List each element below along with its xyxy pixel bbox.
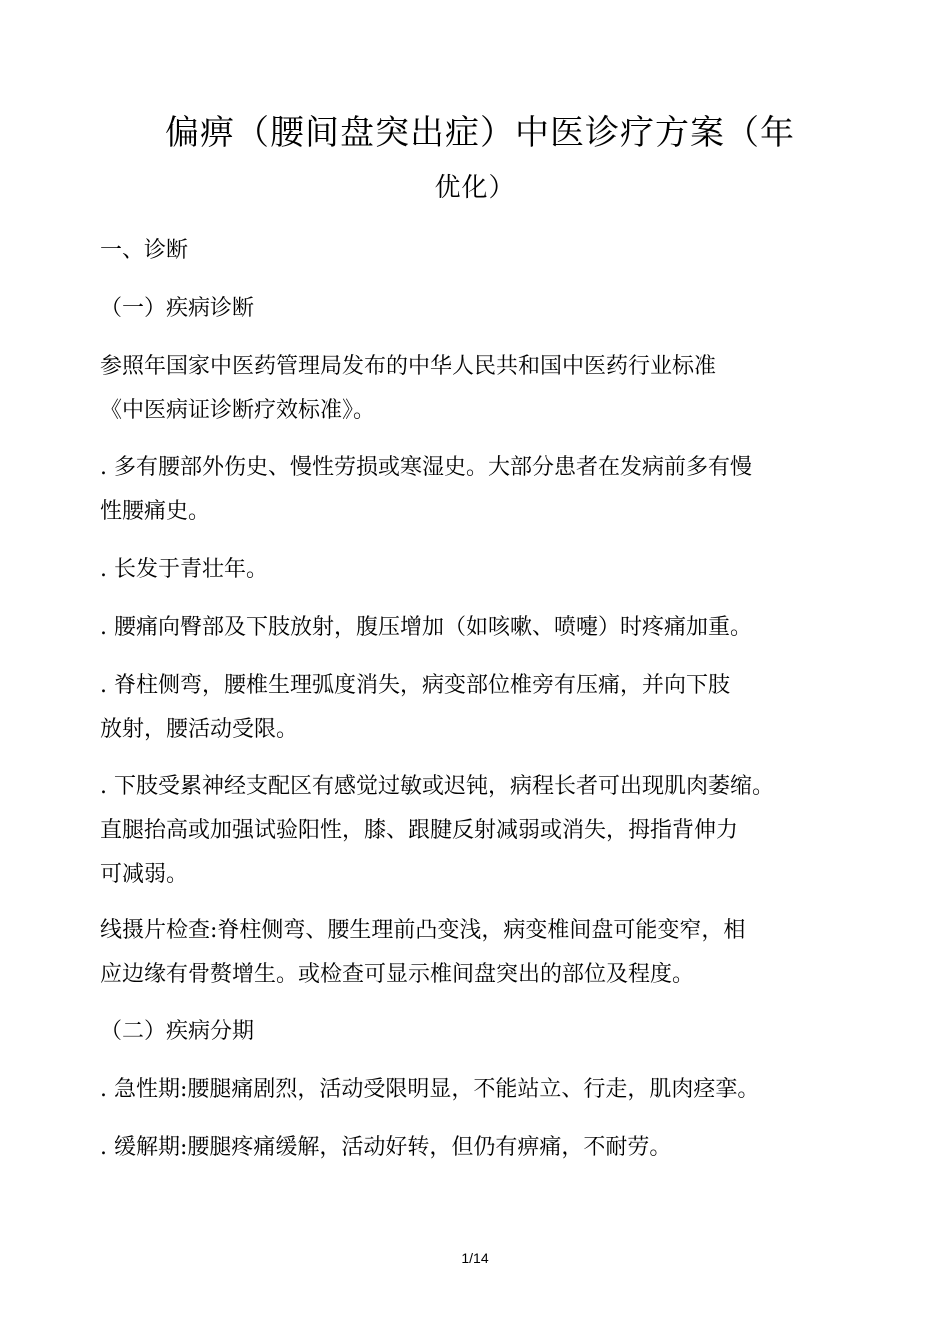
criteria-item-1-line-2: 性腰痛史。 <box>100 499 211 524</box>
reference-line-2: 《中医病证诊断疗效标准》。 <box>100 398 376 423</box>
criteria-item-5-line-3: 可减弱。 <box>100 862 189 887</box>
criteria-item-5-line-2: 直腿抬高或加强试验阳性，膝、跟腱反射减弱或消失，拇指背伸力 <box>100 818 739 843</box>
criteria-item-4 <box>100 664 840 752</box>
stage-acute <box>100 1068 840 1112</box>
criteria-item-5 <box>100 765 840 897</box>
xray-paragraph <box>100 909 840 997</box>
stage-remission <box>100 1126 840 1170</box>
reference-paragraph <box>100 345 840 433</box>
reference-line-1: 参照年国家中医药管理局发布的中华人民共和国中医药行业标准 <box>100 354 717 379</box>
xray-line-2: 应边缘有骨赘增生。或检查可显示椎间盘突出的部位及程度。 <box>100 962 695 987</box>
xray-line-1: 线摄片检查:脊柱侧弯、腰生理前凸变浅，病变椎间盘可能变窄，相 <box>100 918 746 943</box>
criteria-item-3 <box>100 606 840 650</box>
criteria-item-1-line-1: . 多有腰部外伤史、慢性劳损或寒湿史。大部分患者在发病前多有慢 <box>100 455 752 480</box>
criteria-item-2 <box>100 548 840 592</box>
criteria-item-5-line-1: . 下肢受累神经支配区有感觉过敏或迟钝，病程长者可出现肌肉萎缩。 <box>100 774 774 799</box>
document-title-line-1: 偏痹（腰间盘突出症）中医诊疗方案（年 <box>165 113 795 153</box>
criteria-item-4-line-2: 放射，腰活动受限。 <box>100 717 299 742</box>
stage-acute-line: . 急性期:腰腿痛剧烈，活动受限明显，不能站立、行走，肌肉痉挛。 <box>100 1077 760 1102</box>
criteria-item-2-line-1: . 长发于青壮年。 <box>100 557 268 582</box>
stage-remission-line: . 缓解期:腰腿疼痛缓解，活动好转，但仍有痹痛，不耐劳。 <box>100 1135 672 1160</box>
document-title-line-2-text: 优化） <box>434 173 516 203</box>
page-number: 1/14 <box>461 1250 489 1266</box>
section-heading-diagnosis: 一、诊断 <box>100 238 189 263</box>
subsection-heading-disease-staging: （二）疾病分期 <box>100 1019 255 1044</box>
document-title-line-2 <box>0 170 950 206</box>
criteria-item-3-line-1: . 腰痛向臀部及下肢放射，腹压增加（如咳嗽、喷嚏）时疼痛加重。 <box>100 615 752 640</box>
subsection-heading-disease-diagnosis: （一）疾病诊断 <box>100 296 255 321</box>
criteria-item-1 <box>100 446 840 534</box>
criteria-item-4-line-1: . 脊柱侧弯，腰椎生理弧度消失，病变部位椎旁有压痛，并向下肢 <box>100 673 730 698</box>
